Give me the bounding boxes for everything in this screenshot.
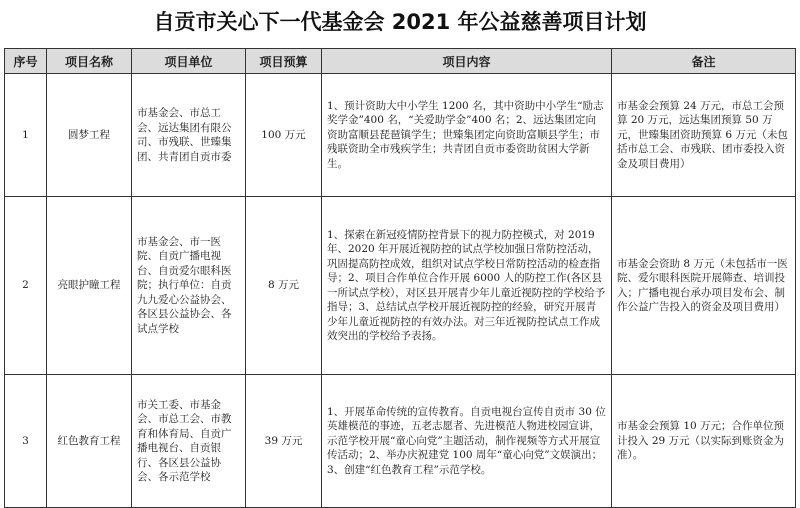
project-content: 1、探索在新冠疫情防控背景下的视力防控模式，对 2019 年、2020 年开展近视防控的试点学校加强日常防控活动，巩固提高防控成效，组织对试点学校日常防控活动的检查指导；2、项目合作单位合作开展 6000 人的防控工作(各区县一所试点学校），对区县开展青少年儿童近视防控的学校给予指导；3、总结试点学校开展近视防控的经验，研究开展青少年儿童近视防控的有效办法。对三年近视防控试点工作成效突出的学校给予表扬。 (322, 197, 612, 375)
project-name: 红色教育工程 (47, 375, 132, 508)
project-notes: 市基金会预算 10 万元；合作单位预计投入 29 万元（以实际到账资金为准）。 (612, 375, 796, 508)
project-notes: 市基金会资助 8 万元（未包括市一医院、爱尔眼科医院开展筛查、培训投入；广播电视台承办项目发布会、制作公益广告投入的资金及项目费用） (612, 197, 796, 375)
header-notes: 备注 (612, 49, 796, 74)
project-unit: 市基金会、市一医院、自贡广播电视台、自贡爱尔眼科医院；执行单位：自贡九九爱心公益协会、各区县公益协会、各试点学校 (132, 197, 246, 375)
project-unit: 市关工委、市基金会、市总工会、市教育和体育局、自贡广播电视台、自贡银行、各区县公益协会、各示范学校 (132, 375, 246, 508)
row-number: 3 (5, 375, 47, 508)
table-row (5, 197, 796, 375)
project-unit: 市基金会、市总工会、远达集团有限公司、市残联、世臻集团、共青团自贡市委 (132, 74, 246, 197)
header-budget: 项目预算 (246, 49, 322, 74)
project-budget: 100 万元 (246, 74, 322, 197)
header-unit: 项目单位 (132, 49, 246, 74)
table-row (5, 74, 796, 197)
row-number: 2 (5, 197, 47, 375)
table-header-row (5, 49, 796, 74)
document-title: 自贡市关心下一代基金会 2021 年公益慈善项目计划 (153, 10, 647, 34)
project-name: 圆梦工程 (47, 74, 132, 197)
table-row (5, 375, 796, 508)
row-number: 1 (5, 74, 47, 197)
project-notes: 市基金会预算 24 万元，市总工会预算 20 万元，远达集团预算 50 万元，世臻集团资助预算 6 万元（未包括市总工会、市残联、团市委投入资金及项目费用） (612, 74, 796, 197)
project-budget: 39 万元 (246, 375, 322, 508)
project-content: 1、开展革命传统的宣传教育。自贡电视台宣传自贡市 30 位英雄模范的事迹，五老志愿者、先进模范人物进校园宣讲，示范学校开展“童心向党”主题活动，制作视频等方式开展宣传活动；2、举办庆祝建党 100 周年“童心向党”文娱演出；3、创建“红色教育工程”示范学校。 (322, 375, 612, 508)
project-budget: 8 万元 (246, 197, 322, 375)
header-no: 序号 (5, 49, 47, 74)
header-content: 项目内容 (322, 49, 612, 74)
project-content: 1、预计资助大中小学生 1200 名，其中资助中小学生“励志奖学金”400 名，“关爱助学金”400 名；2、远达集团定向资助富顺县琵琶镇学生；世臻集团定向资助富顺县学生；市残联资助全市残疾学生；共青团自贡市委资助贫困大学新生。 (322, 74, 612, 197)
project-name: 亮眼护瞳工程 (47, 197, 132, 375)
header-name: 项目名称 (47, 49, 132, 74)
project-plan-table (4, 48, 796, 508)
